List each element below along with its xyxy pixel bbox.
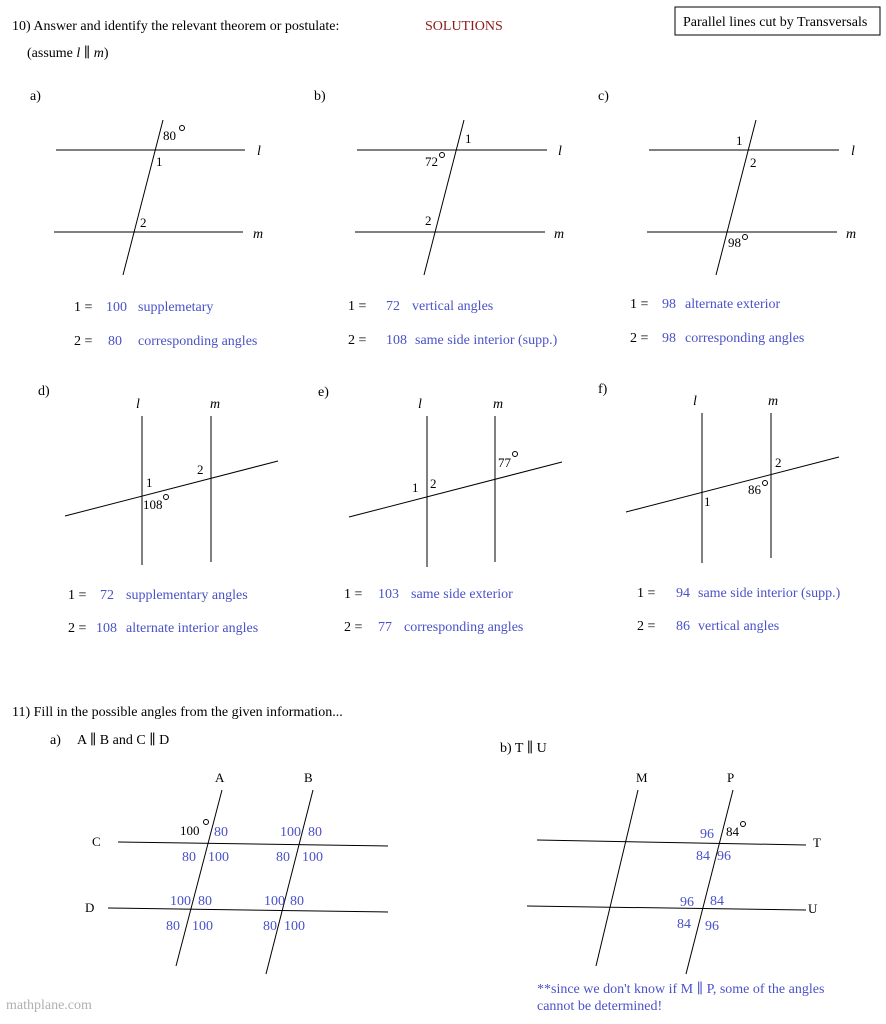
angle-2-label: 2 (750, 155, 757, 170)
answer-2-value: 98 (662, 331, 676, 346)
solutions-label: SOLUTIONS (425, 19, 503, 34)
answer-1-value: 72 (386, 299, 400, 314)
angle-1-label: 1 (736, 133, 743, 148)
diagram-11a (85, 770, 388, 974)
angle-value: 84 (677, 917, 691, 932)
angle-value: 80 (214, 825, 228, 840)
answer-2-label: 2 = (637, 619, 656, 634)
angle-value: 100 (284, 919, 305, 934)
given-angle: 80 (163, 128, 176, 143)
line-D (108, 908, 388, 912)
given-angle: 86 (748, 482, 761, 497)
label-m: m (846, 227, 857, 242)
label-B: B (304, 770, 313, 785)
angle-value: 80 (198, 894, 212, 909)
label-m: m (768, 394, 779, 409)
problem-b (314, 89, 564, 348)
answer-1-reason: supplemetary (138, 300, 214, 315)
label-l: l (693, 394, 697, 409)
transversal (626, 457, 839, 512)
topic-title: Parallel lines cut by Transversals (683, 15, 868, 30)
label-m: m (554, 227, 565, 242)
angle-2-label: 2 (140, 215, 147, 230)
degree-symbol (513, 452, 518, 457)
label-m: m (253, 227, 264, 242)
answer-2-reason: vertical angles (698, 619, 780, 634)
answer-2-value: 108 (96, 621, 117, 636)
label-m: m (210, 397, 221, 412)
transversal (123, 120, 163, 275)
line-A (176, 790, 222, 966)
angle-value: 84 (696, 849, 710, 864)
problem-letter: d) (38, 384, 50, 399)
transversal (424, 120, 464, 275)
label-M: M (636, 770, 648, 785)
line-M (596, 790, 638, 966)
answer-1-reason: supplementary angles (126, 588, 248, 603)
answer-1-label: 1 = (344, 587, 363, 602)
degree-symbol (164, 495, 169, 500)
angle-value: 100 (170, 894, 191, 909)
angle-2-label: 2 (425, 213, 432, 228)
answer-1-value: 72 (100, 588, 114, 603)
label-l: l (418, 397, 422, 412)
transversal (65, 461, 278, 516)
angle-value: 80 (276, 850, 290, 865)
given-angle: 72 (425, 154, 438, 169)
line-P (686, 790, 733, 974)
angle-2-label: 2 (430, 476, 437, 491)
problem-letter: e) (318, 385, 329, 400)
line-C (118, 842, 388, 846)
label-P: P (727, 770, 735, 785)
angle-value: 96 (717, 849, 731, 864)
angle-value: 80 (263, 919, 277, 934)
answer-1-label: 1 = (74, 300, 93, 315)
answer-2-label: 2 = (344, 620, 363, 635)
answer-2-value: 80 (108, 334, 122, 349)
problem-letter: f) (598, 382, 608, 397)
footer-credit: mathplane.com (6, 998, 92, 1013)
label-T: T (813, 835, 821, 850)
label-l: l (558, 144, 562, 159)
answer-1-label: 1 = (348, 299, 367, 314)
transversal (349, 462, 562, 517)
angle-value: 96 (680, 895, 694, 910)
answer-2-label: 2 = (68, 621, 87, 636)
answer-1-label: 1 = (637, 586, 656, 601)
answer-2-reason: same side interior (supp.) (415, 333, 558, 348)
degree-symbol (743, 235, 748, 240)
degree-symbol (204, 820, 209, 825)
angle-1-label: 1 (704, 494, 711, 509)
angle-value: 80 (308, 825, 322, 840)
answer-2-label: 2 = (348, 333, 367, 348)
angle-value: 84 (710, 894, 724, 909)
line-T (537, 840, 806, 845)
label-A: A (215, 770, 225, 785)
degree-symbol (180, 126, 185, 131)
problem-11b-given: b) T ∥ U (500, 741, 547, 756)
angle-value: 80 (182, 850, 196, 865)
angle-1-label: 1 (465, 131, 472, 146)
degree-symbol (763, 481, 768, 486)
diagram-11b (527, 770, 821, 974)
angle-value: 100 (208, 850, 229, 865)
label-U: U (808, 901, 818, 916)
problem-letter: b) (314, 89, 326, 104)
label-l: l (851, 144, 855, 159)
problem-e (318, 385, 562, 635)
label-C: C (92, 834, 101, 849)
angle-1-label: 1 (146, 475, 153, 490)
problem-d (38, 384, 278, 636)
answer-1-value: 94 (676, 586, 690, 601)
degree-symbol (741, 822, 746, 827)
problem-f (598, 382, 841, 634)
angle-value: 96 (700, 827, 714, 842)
angle-value: 100 (302, 850, 323, 865)
note-line-1: **since we don't know if M ∥ P, some of the angles (537, 982, 825, 997)
answer-2-value: 86 (676, 619, 690, 634)
answer-1-value: 103 (378, 587, 399, 602)
problem-c (598, 89, 856, 346)
label-l: l (257, 144, 261, 159)
angle-value: 100 (280, 825, 301, 840)
label-m: m (493, 397, 504, 412)
angle-value: 100 (192, 919, 213, 934)
answer-2-reason: corresponding angles (685, 331, 805, 346)
given-angle: 108 (143, 497, 163, 512)
angle-value: 100 (264, 894, 285, 909)
problem-11-prompt: 11) Fill in the possible angles from the given information... (12, 705, 343, 720)
answer-1-reason: alternate exterior (685, 297, 781, 312)
line-B (266, 790, 313, 974)
degree-symbol (440, 153, 445, 158)
problem-a (30, 89, 263, 349)
answer-1-value: 100 (106, 300, 127, 315)
line-U (527, 906, 806, 910)
answer-2-label: 2 = (630, 331, 649, 346)
answer-2-value: 77 (378, 620, 392, 635)
problem-11a-given: A ∥ B and C ∥ D (77, 733, 170, 748)
problem-10-prompt: 10) Answer and identify the relevant theorem or postulate: (12, 19, 340, 34)
angle-1-label: 1 (412, 480, 419, 495)
angle-1-label: 1 (156, 154, 163, 169)
answer-2-value: 108 (386, 333, 407, 348)
problem-11a-letter: a) (50, 733, 61, 748)
answer-2-label: 2 = (74, 334, 93, 349)
answer-1-label: 1 = (630, 297, 649, 312)
angle-2-label: 2 (197, 462, 204, 477)
angle-value: 80 (166, 919, 180, 934)
angle-2-label: 2 (775, 455, 782, 470)
angle-value: 96 (705, 919, 719, 934)
answer-2-reason: corresponding angles (404, 620, 524, 635)
given-angle: 84 (726, 824, 739, 839)
given-angle: 98 (728, 235, 741, 250)
answer-1-label: 1 = (68, 588, 87, 603)
answer-2-reason: corresponding angles (138, 334, 258, 349)
problem-letter: c) (598, 89, 609, 104)
answer-1-reason: same side interior (supp.) (698, 586, 841, 601)
note-line-2: cannot be determined! (537, 999, 663, 1014)
assumption: (assume l ∥ m) (27, 46, 109, 61)
answer-1-reason: vertical angles (412, 299, 494, 314)
label-l: l (136, 397, 140, 412)
problem-letter: a) (30, 89, 41, 104)
given-angle: 77 (498, 455, 511, 470)
answer-2-reason: alternate interior angles (126, 621, 259, 636)
angle-value: 80 (290, 894, 304, 909)
label-D: D (85, 900, 95, 915)
given-angle: 100 (180, 823, 200, 838)
answer-1-value: 98 (662, 297, 676, 312)
answer-1-reason: same side exterior (411, 587, 513, 602)
